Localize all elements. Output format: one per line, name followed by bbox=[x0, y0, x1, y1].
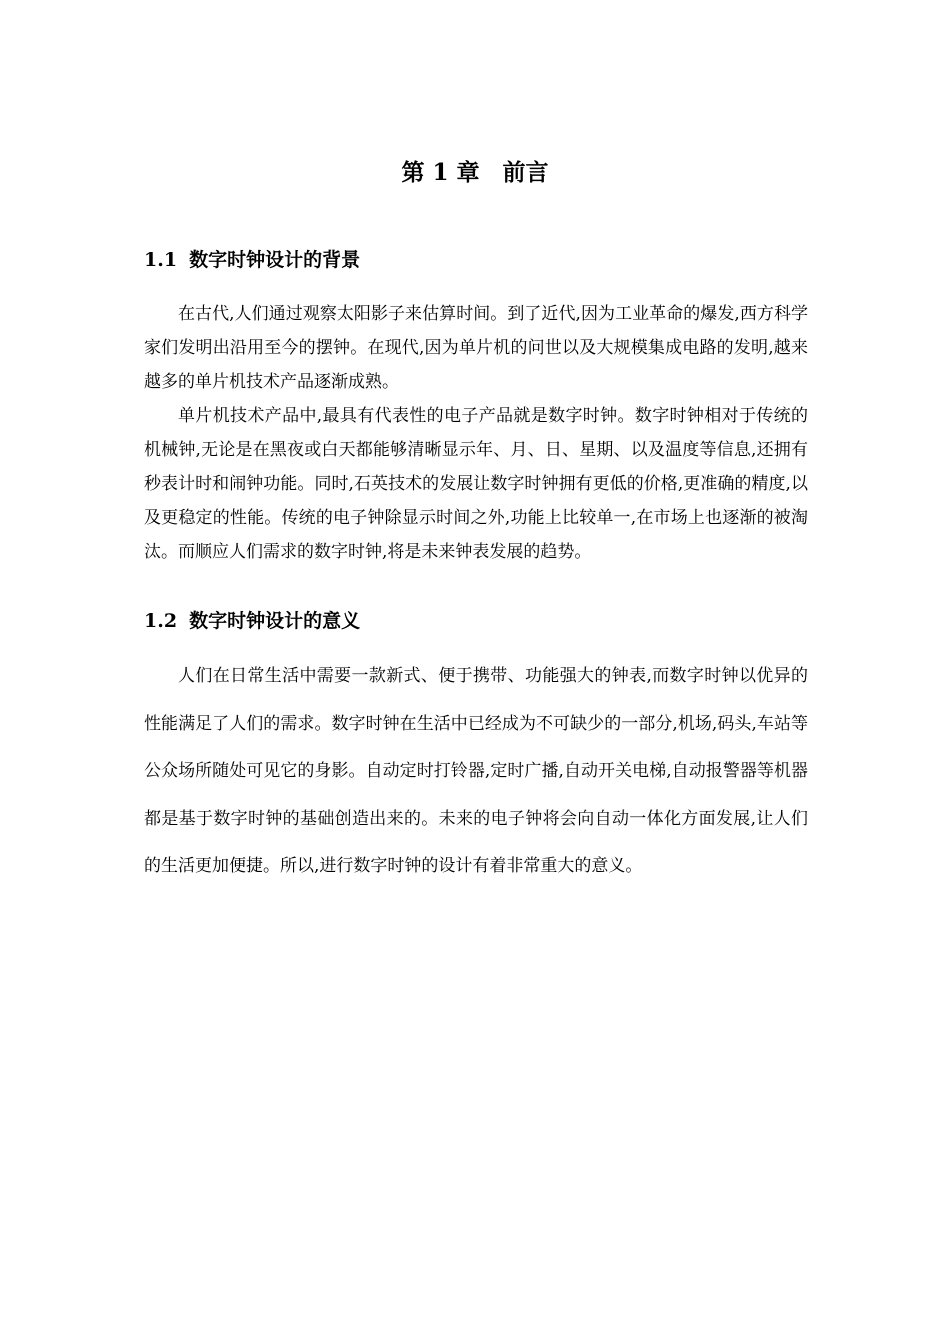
section-title: 数字时钟设计的背景 bbox=[189, 249, 361, 271]
section-heading-1-2 bbox=[144, 607, 824, 635]
section-title: 数字时钟设计的意义 bbox=[189, 610, 361, 632]
section-number: 1.1 bbox=[144, 249, 178, 271]
section-number: 1.2 bbox=[144, 610, 178, 632]
paragraph-background-1: 在古代,人们通过观察太阳影子来估算时间。到了近代,因为工业革命的爆发,西方科学家们发明出沿用至今的摆钟。在现代,因为单片机的问世以及大规模集成电路的发明,越来越多的单片机技术产品逐渐成熟。 bbox=[144, 304, 808, 392]
chapter-title: 第 1 章 前言 bbox=[401, 159, 549, 186]
paragraph-significance: 人们在日常生活中需要一款新式、便于携带、功能强大的钟表,而数字时钟以优异的性能满足了人们的需求。数字时钟在生活中已经成为不可缺少的一部分,机场,码头,车站等公众场所随处可见它的身影。自动定时打铃器,定时广播,自动开关电梯,自动报警器等机器都是基于数字时钟的基础创造出来的。未来的电子钟将会向自动一体化方面发展,让人们的生活更加便捷。所以,进行数字时钟的设计有着非常重大的意义。 bbox=[144, 666, 808, 876]
section-heading-1-1 bbox=[144, 246, 824, 274]
paragraph-background-2: 单片机技术产品中,最具有代表性的电子产品就是数字时钟。数字时钟相对于传统的机械钟,无论是在黑夜或白天都能够清晰显示年、月、日、星期、以及温度等信息,还拥有秒表计时和闹钟功能。同时,石英技术的发展让数字时钟拥有更低的价格,更准确的精度,以及更稳定的性能。传统的电子钟除显示时间之外,功能上比较单一,在市场上也逐渐的被淘汰。而顺应人们需求的数字时钟,将是未来钟表发展的趋势。 bbox=[144, 406, 808, 562]
